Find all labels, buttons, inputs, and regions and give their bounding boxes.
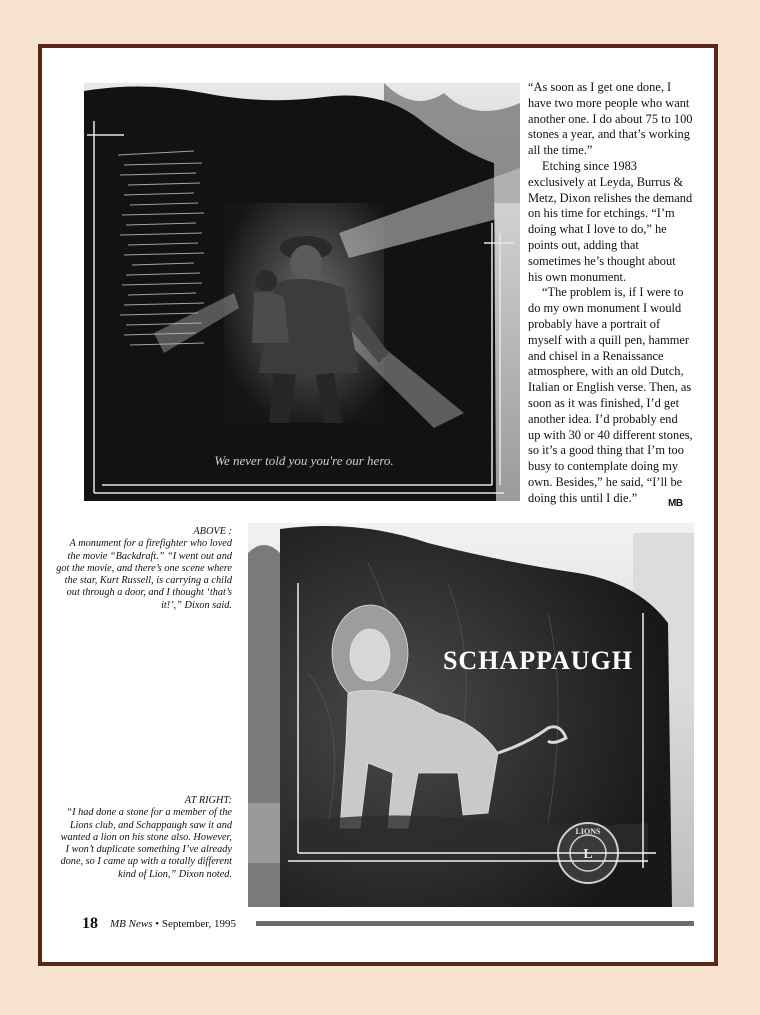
magazine-name: MB News [110,918,153,930]
caption-above-text: A monument for a firefighter who loved the movie “Backdraft.” “I went out and got the movie, and there’s one scene where the star, Kurt Russell, is carrying a child out through a door, and I thought ‘that’s it!’,” Dixon said. [56,538,232,611]
lion-monument-photo [248,523,694,907]
page-number: 18 [82,915,98,932]
lions-emblem-letter: L [583,847,593,862]
article-column [528,80,693,507]
lions-emblem-text: LIONS [575,827,601,836]
firefighter-monument-illustration [84,83,520,501]
issue-date: September, 1995 [161,918,236,930]
footer-publication [110,918,236,930]
footer-rule [256,921,694,926]
article-paragraph: Etching since 1983 exclusively at Leyda, Burrus & Metz, Dixon relishes the demand on his time for etchings. “I’m doing what I love to do,” he points out, adding that sometimes he’s thought about his own monument. [528,158,693,284]
caption-right-text: “I had done a stone for a member of the Lions club, and Schappaugh saw it and wanted a lion on his stone also. However, I won’t duplicate something I’ve already done, so I came up with a totally different kind of Lion,” Dixon noted. [60,807,232,880]
firefighter-monument-photo [84,83,520,501]
lion-monument-illustration [248,523,694,907]
inscription-text: We never told you you're our hero. [214,453,394,468]
caption-right [56,795,232,881]
article-paragraph: “As soon as I get one done, I have two more people who want another one. I do about 75 to 100 stones a year, and that’s working all the time.” [528,80,693,158]
caption-above [56,526,232,612]
footer-separator: • [155,918,160,930]
monument-name-text: SCHAPPAUGH [442,646,634,675]
mb-end-mark: MB [668,498,683,509]
caption-right-heading: AT RIGHT: [184,795,232,806]
article-paragraph: “The problem is, if I were to do my own monument I would probably have a portrait of myself with a quill pen, hammer and chisel in a Renaissance atmosphere, with an old Dutch, Italian or English verse. Then, as soon as it was finished, I’d get another idea. I’d probably end up with 30 or 40 different stones, so it’s a good thing that I’m too busy to contemplate doing my own. Besides,” he said, “I’ll be doing this until I die.” [528,285,693,505]
caption-above-heading: ABOVE : [193,526,232,537]
